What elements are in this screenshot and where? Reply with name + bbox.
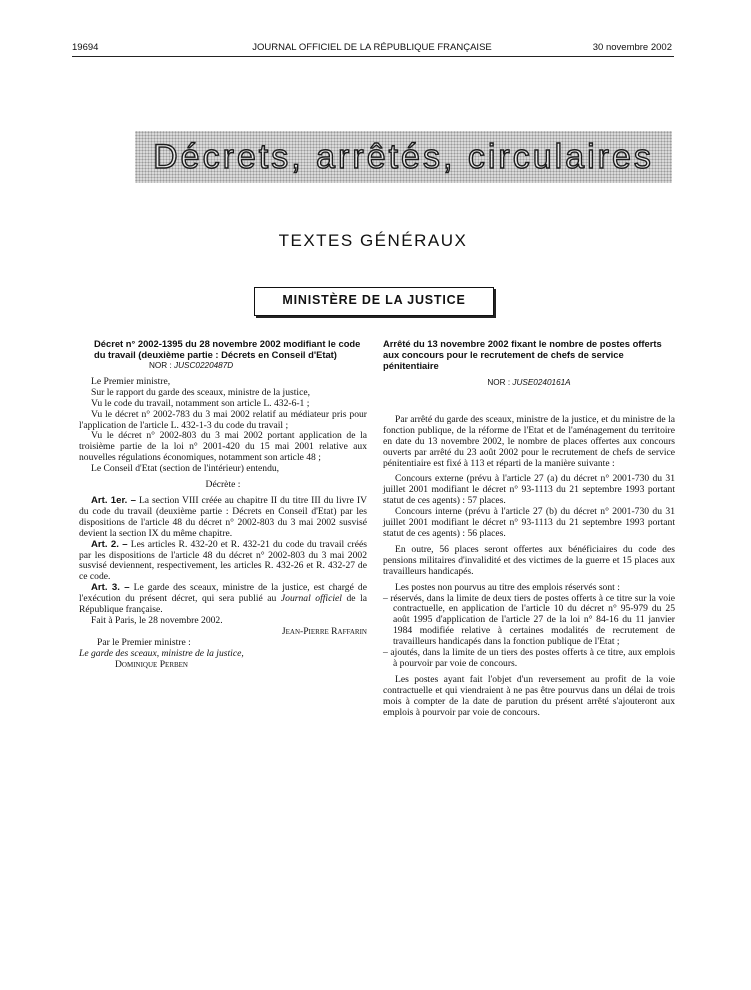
journal-reference: Journal officiel (280, 593, 342, 605)
paragraph: Vu le décret n° 2002-783 du 3 mai 2002 relatif au médiateur pris pour l'application de l'article L. 432-1-3 du code du travail ; (79, 408, 367, 431)
article-text: de la République française. (79, 593, 367, 616)
arrete-nor-label: NOR : (487, 378, 511, 387)
paragraph: Le Conseil d'Etat (section de l'intérieur) entendu, (91, 463, 280, 475)
paragraph: Vu le décret n° 2002-803 du 3 mai 2002 portant application de la troisième partie de la loi n° 2001-420 du 15 mai 2001 relative aux nouvelles régulations économiques, notamment son article 48 ; (79, 430, 367, 464)
decree-nor-value: JUSC0220487D (174, 361, 234, 370)
decree-nor (79, 361, 367, 372)
article-1 (79, 496, 367, 540)
arrete-nor-value: JUSE0240161A (512, 378, 571, 387)
paragraph: Concours externe (prévu à l'article 27 (a) du décret n° 2001-730 du 31 juillet 2001 modifiant le décret n° 93-1113 du 21 septembre 1993 portant statut de ces agents) : 57 places. (383, 473, 675, 507)
issue-date: 30 novembre 2002 (592, 42, 672, 53)
minister-signature: Dominique Perben (115, 658, 188, 670)
prime-minister-signature: Jean-Pierre Raffarin (281, 625, 367, 637)
ministry-heading (254, 287, 494, 316)
section-title: TEXTES GÉNÉRAUX (278, 231, 468, 250)
article-text: Les articles R. 432-20 et R. 432-21 du code du travail créés par les dispositions de l'article 48 du décret n° 2002-803 du 3 mai 2002 susvisé deviennent, respectivement, les articles R. 432-26 et R. 432-27 de ce code. (79, 538, 367, 583)
article-label: Art. 2. – (91, 538, 128, 550)
paragraph: Concours interne (prévu à l'article 27 (b) du décret n° 2001-730 du 31 juillet 2001 modifiant le décret n° 93-1113 du 21 septembre 1993 portant statut de ces agents) : 56 places. (383, 506, 675, 539)
paragraph: Le Premier ministre, (91, 375, 171, 387)
paragraph: En outre, 56 places seront offertes aux bénéficiaires du code des pensions militaires d'invalidité et des victimes de la guerre et 15 places aux travailleurs handicapés. (383, 543, 675, 577)
arrete-title: Arrêté du 13 novembre 2002 fixant le nombre de postes offerts aux concours pour le recrutement de chefs de service pénitentiaire (383, 338, 662, 371)
by-prime-minister: Par le Premier ministre : (97, 636, 191, 648)
paragraph: Sur le rapport du garde des sceaux, ministre de la justice, (91, 386, 310, 398)
article-text: La section VIII créée au chapitre II du titre III du livre IV du code du travail (deuxième partie : Décrets en Conseil d'Etat) par les dispositions de l'article 48 du décret n° 2002-803 du 3 mai 2002 susvisé devient la section IX du même chapitre. (79, 494, 368, 539)
article-text: Le garde des sceaux, ministre de la justice, est chargé de l'exécution du présent décret, qui sera publié au (79, 582, 367, 605)
done-at: Fait à Paris, le 28 novembre 2002. (91, 614, 223, 626)
list-item: – ajoutés, dans la limite de un tiers des postes offerts à ce titre, aux emplois à pourvoir par voie de concours. (383, 647, 675, 669)
arrete-nor (383, 378, 675, 389)
journal-title: JOURNAL OFFICIEL DE LA RÉPUBLIQUE FRANÇAISE (252, 42, 492, 53)
decree-title: Décret n° 2002-1395 du 28 novembre 2002 modifiant le code du travail (deuxième partie : Décrets en Conseil d'Etat) (94, 338, 361, 360)
paragraph: Par arrêté du garde des sceaux, ministre de la justice, et du ministre de la fonction publique, de la réforme de l'Etat et de l'aménagement du territoire en date du 13 novembre 2002, le nombre de places offertes aux concours ouverts par arrêté du 23 août 2002 pour le recrutement de chefs de service pénitentiaire est fixé à 113 et réparti de la manière suivante : (383, 413, 675, 469)
minister-title: Le garde des sceaux, ministre de la justice, (79, 647, 244, 659)
paragraph: Les postes ayant fait l'objet d'un reversement au profit de la voie contractuelle et qui viendraient à ne pas être pourvus dans un délai de trois mois à compter de la date de parution du présent arrêté s'ajouteront aux emplois à pourvoir par voie de concours. (383, 673, 675, 718)
header-divider (72, 56, 674, 57)
banner-title: Décrets, arrêtés, circulaires (153, 138, 654, 176)
right-column (383, 338, 675, 718)
paragraph: Les postes non pourvus au titre des emplois réservés sont : (395, 581, 620, 593)
article-label: Art. 1er. – (91, 494, 136, 506)
decrete-heading: Décrète : (205, 479, 241, 491)
left-column (79, 338, 367, 670)
article-label: Art. 3. – (91, 582, 130, 594)
paragraph: Vu le code du travail, notamment son article L. 432-6-1 ; (91, 397, 310, 409)
list-item: – réservés, dans la limite de deux tiers de postes offerts à ce titre sur la voie contractuelle, en application de l'article 10 du décret n° 95-979 du 25 août 1995 d'application de l'article 27 de la loi n° 84-16 du 11 janvier 1984 modifiée relative à certaines modalités de recrutement de travailleurs handicapés dans la fonction publique de l'Etat ; (383, 592, 675, 648)
decree-nor-label: NOR : (149, 361, 172, 370)
page-number: 19694 (72, 42, 99, 53)
article-3 (79, 583, 367, 616)
ministry-name: MINISTÈRE DE LA JUSTICE (282, 293, 466, 307)
article-2 (79, 540, 367, 584)
section-banner (135, 131, 672, 183)
